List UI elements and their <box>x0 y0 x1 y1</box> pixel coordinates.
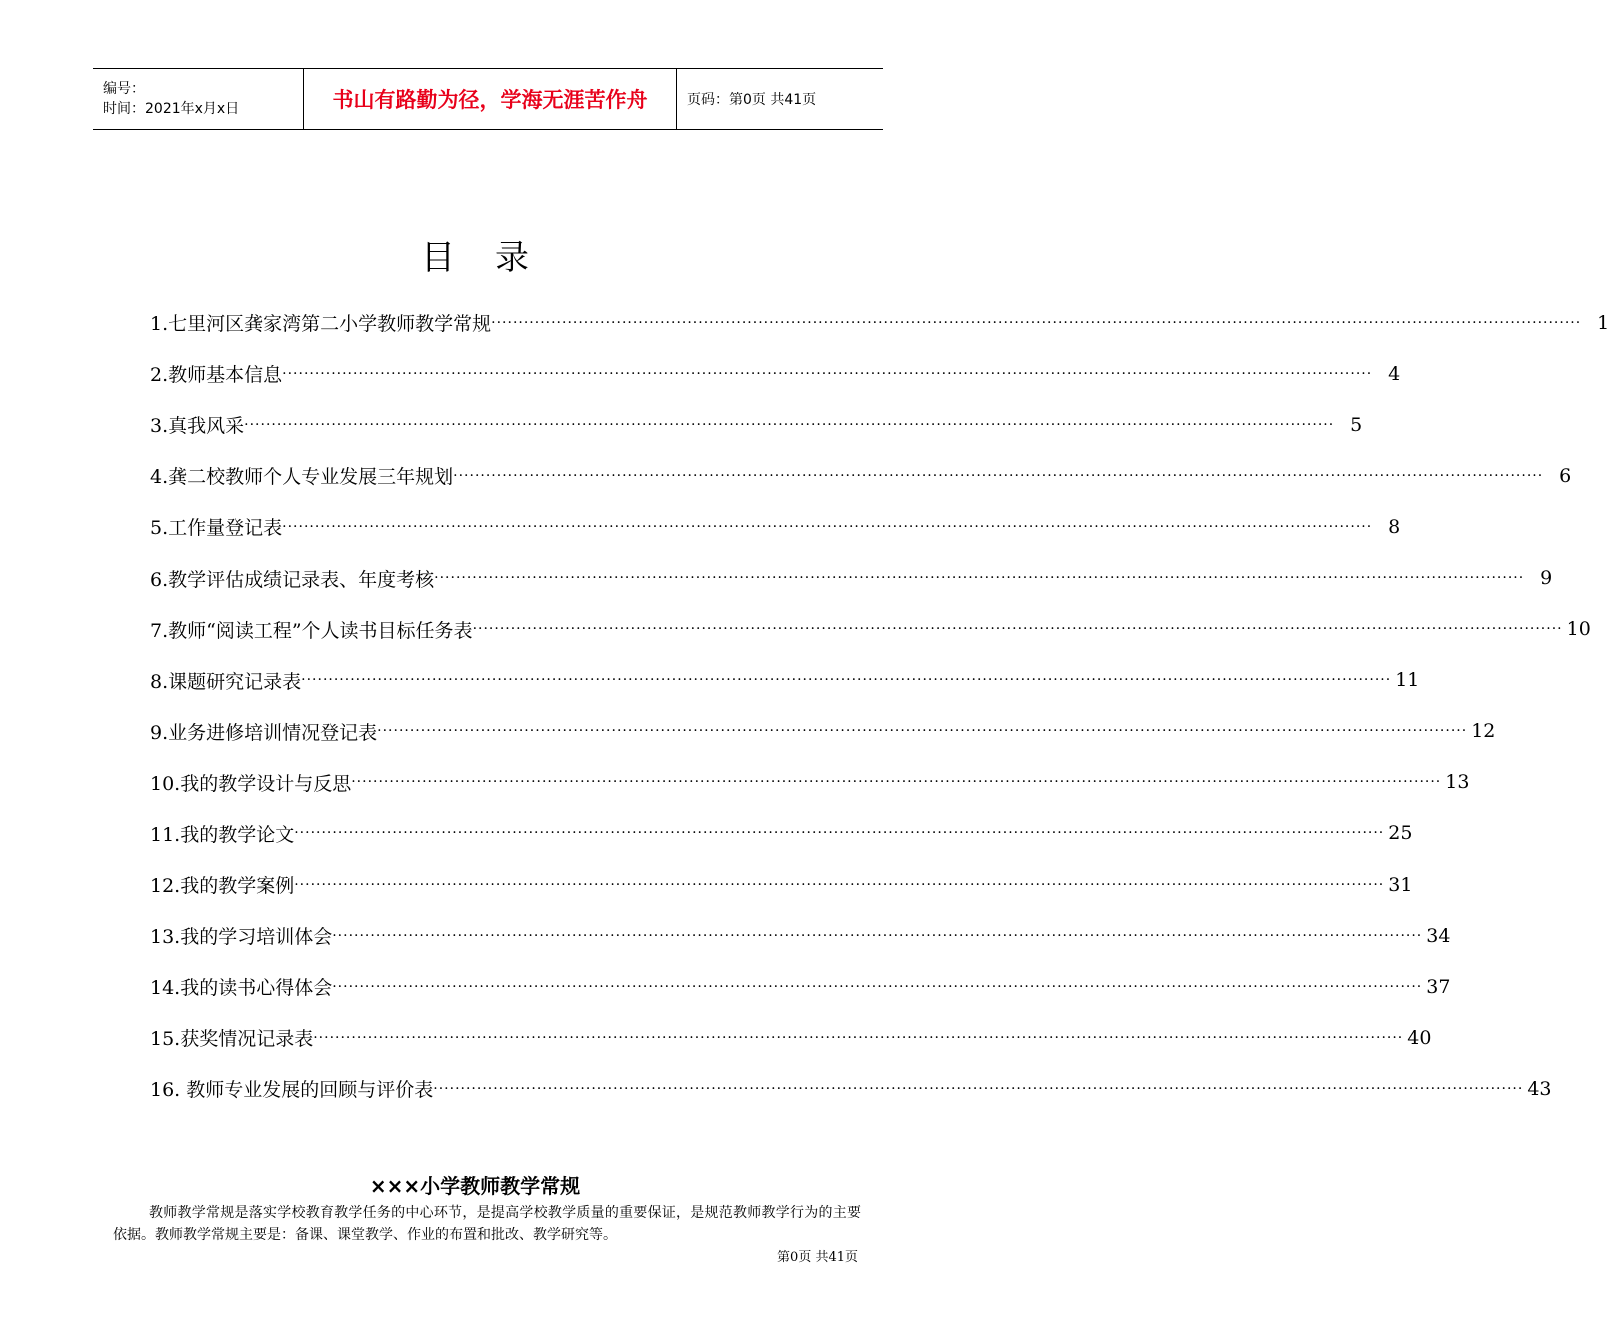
toc-leader-dots: ········································································································································································································ <box>332 978 1423 995</box>
toc-entry-page: 37 <box>1426 975 1451 998</box>
toc-entry <box>150 604 1591 655</box>
toc-entry-page: 9 <box>1540 567 1553 590</box>
toc-leader-dots: ········································································································································································································ <box>453 467 1544 484</box>
toc-entry <box>150 552 1553 603</box>
header-meta <box>93 69 304 129</box>
page-header <box>93 68 883 130</box>
toc-entry-page: 43 <box>1527 1077 1552 1100</box>
toc-entry-label: 8.课题研究记录表 <box>150 670 302 693</box>
header-page-info: 页码：第0页 共41页 <box>687 92 817 108</box>
section-title: ×××小学教师教学常规 <box>369 1174 581 1198</box>
toc-entry-page: 40 <box>1407 1026 1432 1049</box>
toc-entry-label: 7.教师“阅读工程”个人读书目标任务表 <box>150 619 473 642</box>
toc-entry <box>150 1063 1552 1114</box>
toc-leader-dots: ········································································································································································································ <box>294 825 1385 842</box>
toc-leader-dots: ········································································································································································································ <box>282 365 1373 382</box>
toc-entry-page: 8 <box>1388 515 1401 538</box>
toc-entry-label: 3.真我风采 <box>150 415 245 438</box>
toc-entry-label: 16. 教师专业发展的回顾与评价表 <box>150 1079 434 1102</box>
toc-entry-page: 1 <box>1597 311 1609 334</box>
document-time: 时间：2021年x月x日 <box>103 101 240 117</box>
table-of-contents <box>150 297 1609 1115</box>
toc-entry-page: 4 <box>1388 362 1401 385</box>
toc-entry <box>150 808 1413 859</box>
toc-entry-page: 13 <box>1445 771 1470 794</box>
toc-entry-page: 34 <box>1426 924 1451 947</box>
toc-entry-label: 4.龚二校教师个人专业发展三年规划 <box>150 466 454 489</box>
toc-entry <box>150 757 1470 808</box>
toc-leader-dots: ········································································································································································································ <box>332 927 1423 944</box>
toc-leader-dots: ········································································································································································································ <box>351 774 1442 791</box>
toc-entry-label: 12.我的教学案例 <box>150 875 295 898</box>
toc-title: 目录 <box>421 238 569 278</box>
toc-entry <box>150 399 1363 450</box>
toc-leader-dots: ········································································································································································································ <box>472 621 1563 638</box>
toc-entry-label: 13.我的学习培训体会 <box>150 926 333 949</box>
toc-leader-dots: ········································································································································································································ <box>294 876 1385 893</box>
toc-entry-page: 12 <box>1471 720 1496 743</box>
toc-leader-dots: ········································································································································································································ <box>433 1080 1524 1097</box>
toc-entry-label: 10.我的教学设计与反思 <box>150 772 352 795</box>
toc-entry <box>150 297 1609 348</box>
toc-leader-dots: ········································································································································································································ <box>301 672 1392 689</box>
toc-entry-page: 11 <box>1395 669 1420 692</box>
toc-leader-dots: ········································································································································································································ <box>244 416 1335 433</box>
toc-entry-label: 1.七里河区龚家湾第二小学教师教学常规 <box>150 313 492 336</box>
toc-entry-page: 25 <box>1388 822 1413 845</box>
toc-entry <box>150 706 1496 757</box>
toc-entry <box>150 859 1413 910</box>
toc-entry-label: 15.获奖情况记录表 <box>150 1028 314 1051</box>
document-number-label: 编号： <box>103 81 145 97</box>
toc-entry-page: 6 <box>1559 464 1572 487</box>
toc-entry-label: 6.教学评估成绩记录表、年度考核 <box>150 568 435 591</box>
toc-entry <box>150 655 1420 706</box>
toc-entry-page: 10 <box>1566 618 1591 641</box>
toc-leader-dots: ········································································································································································································ <box>434 570 1525 587</box>
toc-leader-dots: ········································································································································································································ <box>282 518 1373 535</box>
toc-entry-label: 2.教师基本信息 <box>150 364 283 387</box>
toc-entry <box>150 910 1451 961</box>
toc-entry-label: 11.我的教学论文 <box>150 823 295 846</box>
page-footer: 第0页 共41页 <box>777 1250 858 1265</box>
toc-entry-label: 14.我的读书心得体会 <box>150 977 333 1000</box>
toc-entry-label: 9.业务进修培训情况登记表 <box>150 721 378 744</box>
toc-entry <box>150 450 1572 501</box>
toc-entry-label: 5.工作量登记表 <box>150 517 283 540</box>
toc-entry-page: 31 <box>1388 873 1413 896</box>
toc-entry-page: 5 <box>1350 413 1363 436</box>
toc-entry <box>150 961 1451 1012</box>
toc-leader-dots: ········································································································································································································ <box>377 723 1468 740</box>
toc-leader-dots: ········································································································································································································ <box>491 314 1582 331</box>
toc-entry <box>150 1012 1432 1063</box>
header-motto: 书山有路勤为径，学海无涯苦作舟 <box>304 69 677 129</box>
toc-entry <box>150 501 1401 552</box>
toc-leader-dots: ········································································································································································································ <box>313 1029 1404 1046</box>
toc-entry <box>150 348 1401 399</box>
section-paragraph: 教师教学常规是落实学校教育教学任务的中心环节，是提高学校教学质量的重要保证，是规范教师教学行为的主要依据。教师教学常规主要是：备课、课堂教学、作业的布置和批改、教学研究等。 <box>113 1205 861 1243</box>
